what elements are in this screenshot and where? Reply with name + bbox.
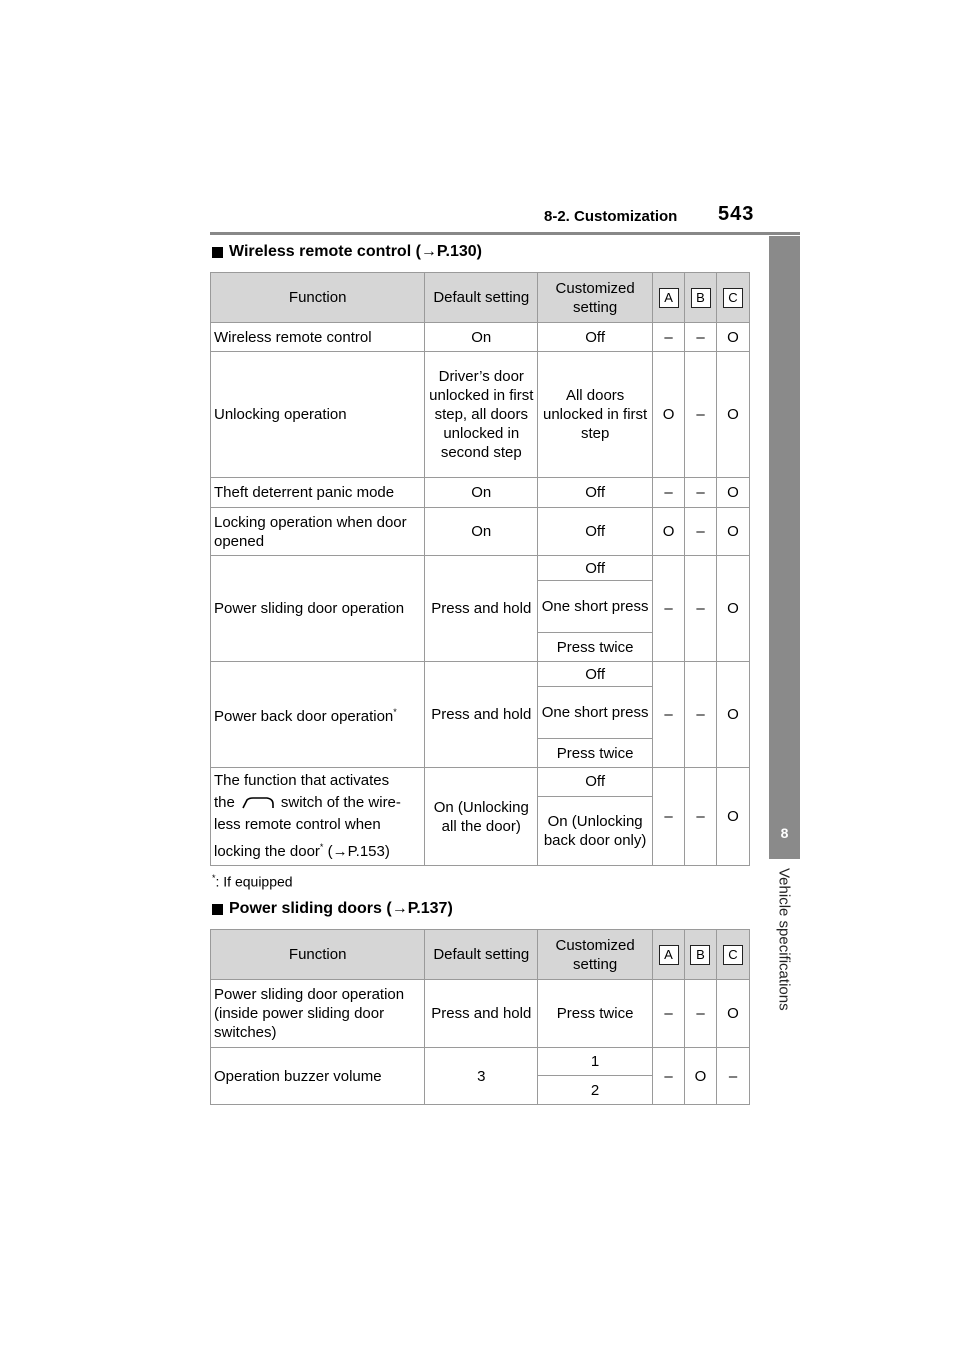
footnote-text: : If equipped [215,873,293,890]
cell-custom: Off [538,323,653,352]
cell-custom: All doors unlocked in first step [538,352,653,478]
table-row [211,352,750,478]
function-line: The function that activates [214,772,390,789]
label-a-icon: A [659,945,679,965]
label-a-icon: A [659,288,679,308]
cell-b: O [685,1048,717,1105]
cell-a: – [653,556,685,662]
header-rule [210,232,800,235]
col-a [653,273,685,323]
col-custom: Customized setting [538,273,653,323]
cell-b: – [685,508,717,556]
section-heading-power-sliding [212,900,453,918]
cell-b: – [685,768,717,866]
function-line [214,836,421,863]
back-door-icon [241,796,275,810]
cell-b: – [685,556,717,662]
label-c-icon: C [723,945,743,965]
wireless-remote-table [210,272,750,866]
section-header: 8-2. Customization [544,208,678,225]
cell-function: Unlocking operation [211,352,425,478]
cell-default: 3 [425,1048,538,1105]
cell-c: O [716,323,749,352]
cell-function: Wireless remote control [211,323,425,352]
cell-custom: On (Unlocking back door only) [538,796,653,865]
cell-function-text: Power back door operation [214,708,394,725]
col-function: Function [211,930,425,980]
table-row [211,323,750,352]
cell-function: Theft deterrent panic mode [211,478,425,508]
cell-default: Press and hold [425,662,538,768]
cell-custom: 2 [538,1076,653,1105]
cell-b: – [685,980,717,1048]
table-row [211,556,750,581]
section-title: Wireless remote control ( [229,243,421,260]
cell-function: Power sliding door operation (inside power sliding door switches) [211,980,425,1048]
cell-a: O [653,352,685,478]
col-c [716,930,749,980]
footnote [212,873,293,890]
cell-b: – [685,478,717,508]
arrow-icon: → [391,900,408,917]
bullet-square-icon [212,904,223,915]
cell-a: – [653,980,685,1048]
section-title: Power sliding doors ( [229,900,392,917]
cell-c: – [716,1048,749,1105]
col-default: Default setting [425,273,538,323]
cell-b: – [685,323,717,352]
cell-default: On [425,478,538,508]
cell-a: – [653,662,685,768]
function-text: the [214,794,235,811]
cell-c: O [716,478,749,508]
cell-a: – [653,478,685,508]
cell-default: Press and hold [425,980,538,1048]
table-row [211,980,750,1048]
footnote-star: * [319,842,324,852]
table-header-row [211,273,750,323]
cell-custom: Off [538,662,653,687]
page-reference: P.130) [436,243,482,260]
cell-custom: 1 [538,1048,653,1076]
section-heading-wireless [212,243,482,261]
label-b-icon: B [690,945,710,965]
cell-function: Locking operation when door opened [211,508,425,556]
page-number: 543 [718,203,755,225]
arrow-icon: → [332,843,348,860]
function-text: locking the door [214,843,320,860]
col-default: Default setting [425,930,538,980]
cell-custom: Press twice [538,980,653,1048]
cell-b: – [685,662,717,768]
footnote-star: * [393,707,397,717]
cell-a: – [653,323,685,352]
function-line [214,792,421,814]
table-header-row [211,930,750,980]
cell-c: O [716,508,749,556]
cell-custom: One short press [538,687,653,739]
col-c [716,273,749,323]
cell-default: Press and hold [425,556,538,662]
table-row [211,1048,750,1076]
cell-b: – [685,352,717,478]
cell-c: O [716,556,749,662]
cell-c: O [716,768,749,866]
footnote-star: * [212,873,216,883]
cell-custom: Off [538,556,653,581]
cell-custom: Off [538,768,653,797]
cell-custom: Press twice [538,739,653,768]
cell-function: Operation buzzer volume [211,1048,425,1105]
cell-function [211,662,425,768]
chapter-label: Vehicle specifications [775,868,793,1011]
col-custom: Customized setting [538,930,653,980]
cell-default: On [425,508,538,556]
cell-c: O [716,662,749,768]
arrow-icon: → [420,243,437,260]
cell-function: Power sliding door operation [211,556,425,662]
cell-a: – [653,768,685,866]
label-b-icon: B [691,288,711,308]
cell-c: O [716,352,749,478]
label-c-icon: C [723,288,743,308]
table-row [211,662,750,687]
cell-a: O [653,508,685,556]
cell-a: – [653,1048,685,1105]
cell-default: On [425,323,538,352]
col-function: Function [211,273,425,323]
chapter-tab [769,236,800,807]
cell-default: On (Unlocking all the door) [425,768,538,866]
bullet-square-icon [212,247,223,258]
table-row [211,768,750,797]
col-b [685,930,717,980]
function-text: switch of the wire- [280,794,401,811]
cell-custom: Press twice [538,633,653,662]
table-row [211,508,750,556]
cell-custom: Off [538,478,653,508]
chapter-number: 8 [769,807,800,859]
cell-default: Driver’s door unlocked in first step, all doors unlocked in second step [425,352,538,478]
cell-custom: Off [538,508,653,556]
col-b [685,273,717,323]
page-reference: P.137) [407,900,453,917]
cell-c: O [716,980,749,1048]
power-sliding-table [210,929,750,1105]
function-text: ( [323,843,333,860]
table-row [211,478,750,508]
function-line: less remote control when [214,816,381,833]
cell-function [211,768,425,866]
page-reference: P.153) [347,843,390,860]
cell-custom: One short press [538,581,653,633]
col-a [653,930,685,980]
